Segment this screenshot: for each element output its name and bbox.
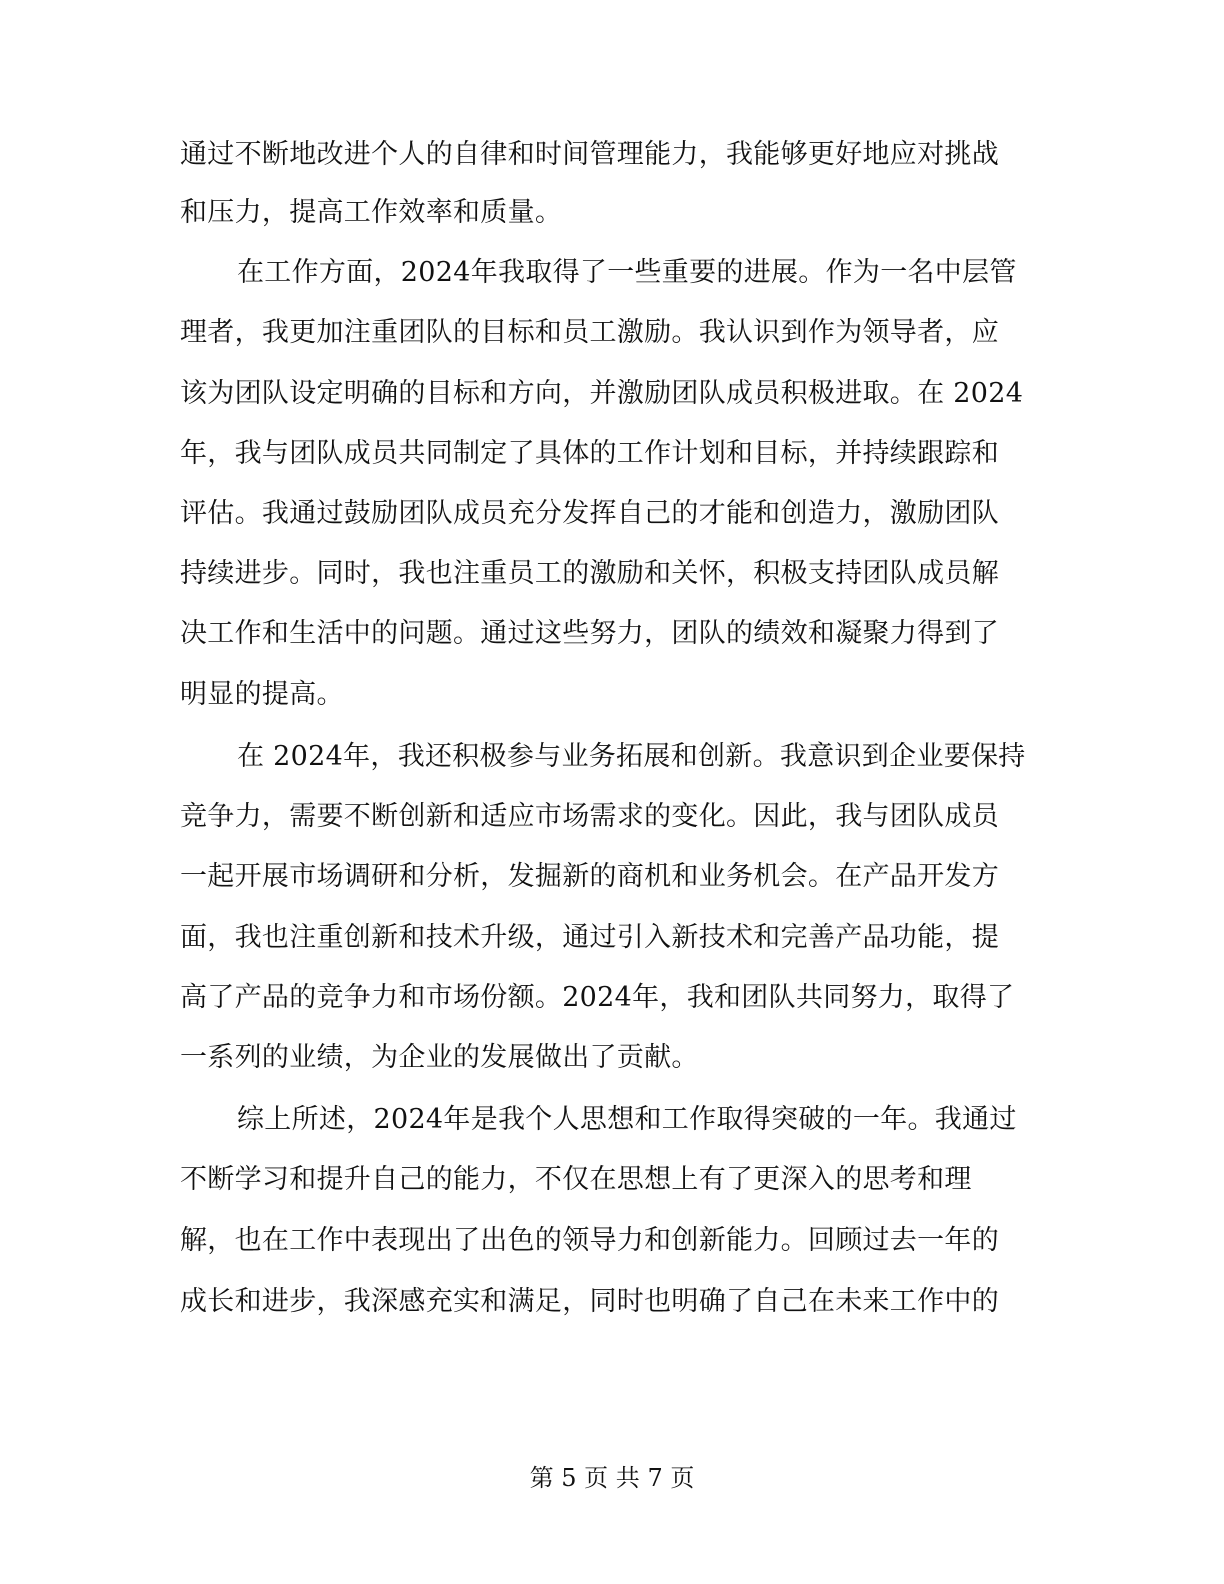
- text-line: 竞争力，需要不断创新和适应市场需求的变化。因此，我与团队成员: [180, 801, 999, 832]
- page-number-footer: 第 5 页 共 7 页: [529, 1464, 695, 1492]
- text-line: 持续进步。同时，我也注重员工的激励和关怀，积极支持团队成员解: [180, 558, 999, 589]
- text-line: 评估。我通过鼓励团队成员充分发挥自己的才能和创造力，激励团队: [180, 498, 999, 529]
- text-line: 决工作和生活中的问题。通过这些努力，团队的绩效和凝聚力得到了: [180, 618, 999, 649]
- text-line: 理者，我更加注重团队的目标和员工激励。我认识到作为领导者，应: [180, 317, 999, 348]
- text-line: 和压力，提高工作效率和质量。: [180, 197, 563, 228]
- paragraph-start-line: 综上所述，2024年是我个人思想和工作取得突破的一年。我通过: [237, 1104, 1017, 1135]
- text-line: 一系列的业绩，为企业的发展做出了贡献。: [180, 1042, 699, 1073]
- text-line: 明显的提高。: [180, 679, 344, 710]
- text-line: 不断学习和提升自己的能力，不仅在思想上有了更深入的思考和理: [180, 1164, 972, 1195]
- paragraph-start-line: 在工作方面，2024年我取得了一些重要的进展。作为一名中层管: [237, 257, 1017, 288]
- paragraph-start-line: 在 2024年，我还积极参与业务拓展和创新。我意识到企业要保持: [237, 741, 1026, 772]
- text-line: 成长和进步，我深感充实和满足，同时也明确了自己在未来工作中的: [180, 1286, 999, 1317]
- text-line: 年，我与团队成员共同制定了具体的工作计划和目标，并持续跟踪和: [180, 438, 999, 469]
- text-line: 该为团队设定明确的目标和方向，并激励团队成员积极进取。在 2024: [180, 378, 1024, 409]
- text-line: 解，也在工作中表现出了出色的领导力和创新能力。回顾过去一年的: [180, 1225, 999, 1256]
- text-line: 高了产品的竞争力和市场份额。2024年，我和团队共同努力，取得了: [180, 982, 1015, 1013]
- text-line: 通过不断地改进个人的自律和时间管理能力，我能够更好地应对挑战: [180, 139, 999, 170]
- text-line: 一起开展市场调研和分析，发掘新的商机和业务机会。在产品开发方: [180, 861, 999, 892]
- text-line: 面，我也注重创新和技术升级，通过引入新技术和完善产品功能，提: [180, 922, 999, 953]
